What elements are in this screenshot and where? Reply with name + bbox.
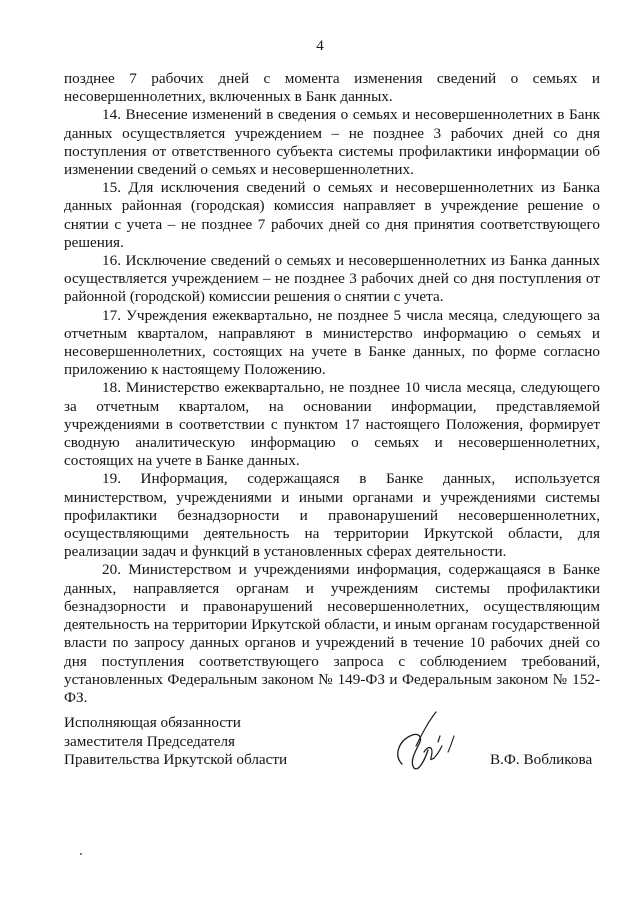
signatory-title (64, 714, 287, 770)
signatory-title-line: заместителя Председателя (64, 732, 236, 750)
paragraph-13-continuation: позднее 7 рабочих дней с момента изменения сведений о семьях и несовершеннолетних, включенных в Банк данных. (64, 70, 600, 106)
signatory-title-line: Правительства Иркутской области (64, 751, 288, 769)
signatory-title-line: Исполняющая обязанности (64, 714, 241, 731)
handwritten-signature (388, 706, 468, 776)
document-body (64, 70, 600, 707)
paragraph-16: 16. Исключение сведений о семьях и несовершеннолетних из Банка данных осуществляется учреждением – не позднее 3 рабочих дней со дня поступления от районной (городской) комиссии решения о снятии с учета. (64, 252, 600, 306)
signatory-name: В.Ф. Вобликова (490, 751, 593, 768)
paragraph-18: 18. Министерство ежеквартально, не позднее 10 числа месяца, следующего за отчетным кварталом, на основании информации, представляемой учреждениями в соответствии с пунктом 17 настоящего Положения, формирует сводную аналитическую информацию о семьях и несовершеннолетних, состоящих на учете в Банке данных. (64, 379, 600, 470)
page-number: 4 (316, 38, 324, 54)
paragraph-20: 20. Министерством и учреждениями информация, содержащаяся в Банке данных, направляется органам и учреждениям системы профилактики безнадзорности и правонарушений несовершеннолетних, осуществляющим деятельность на территории Иркутской области, и иным органам государственной власти по запросу данных органов и учреждений в течение 10 рабочих дней со дня поступления соответствующего запроса с соблюдением требований, установленных Федеральным законом № 149-ФЗ и Федеральным законом № 152-ФЗ. (64, 561, 600, 706)
paragraph-17: 17. Учреждения ежеквартально, не позднее 5 числа месяца, следующего за отчетным кварталом, направляют в министерство информацию о семьях и несовершеннолетних, состоящих на учете в Банке данных, по форме согласно приложению к настоящему Положению. (64, 306, 600, 379)
scan-speck (80, 853, 82, 855)
paragraph-19: 19. Информация, содержащаяся в Банке данных, используется министерством, учреждениями и иными органами и учреждениями системы профилактики безнадзорности и правонарушений несовершеннолетних, осуществляющими деятельность на территории Иркутской области, для реализации задач и функций в установленных сферах деятельности. (64, 470, 600, 561)
paragraph-14: 14. Внесение изменений в сведения о семьях и несовершеннолетних в Банк данных осуществляется учреждением – не позднее 3 рабочих дней со дня поступления от ответственного субъекта системы профилактики информации об изменении сведений о семьях и несовершеннолетних. (64, 106, 600, 179)
paragraph-15: 15. Для исключения сведений о семьях и несовершеннолетних из Банка данных районная (городская) комиссия направляет в учреждение решение о снятии с учета – не позднее 7 рабочих дней со дня принятия соответствующего решения. (64, 179, 600, 251)
